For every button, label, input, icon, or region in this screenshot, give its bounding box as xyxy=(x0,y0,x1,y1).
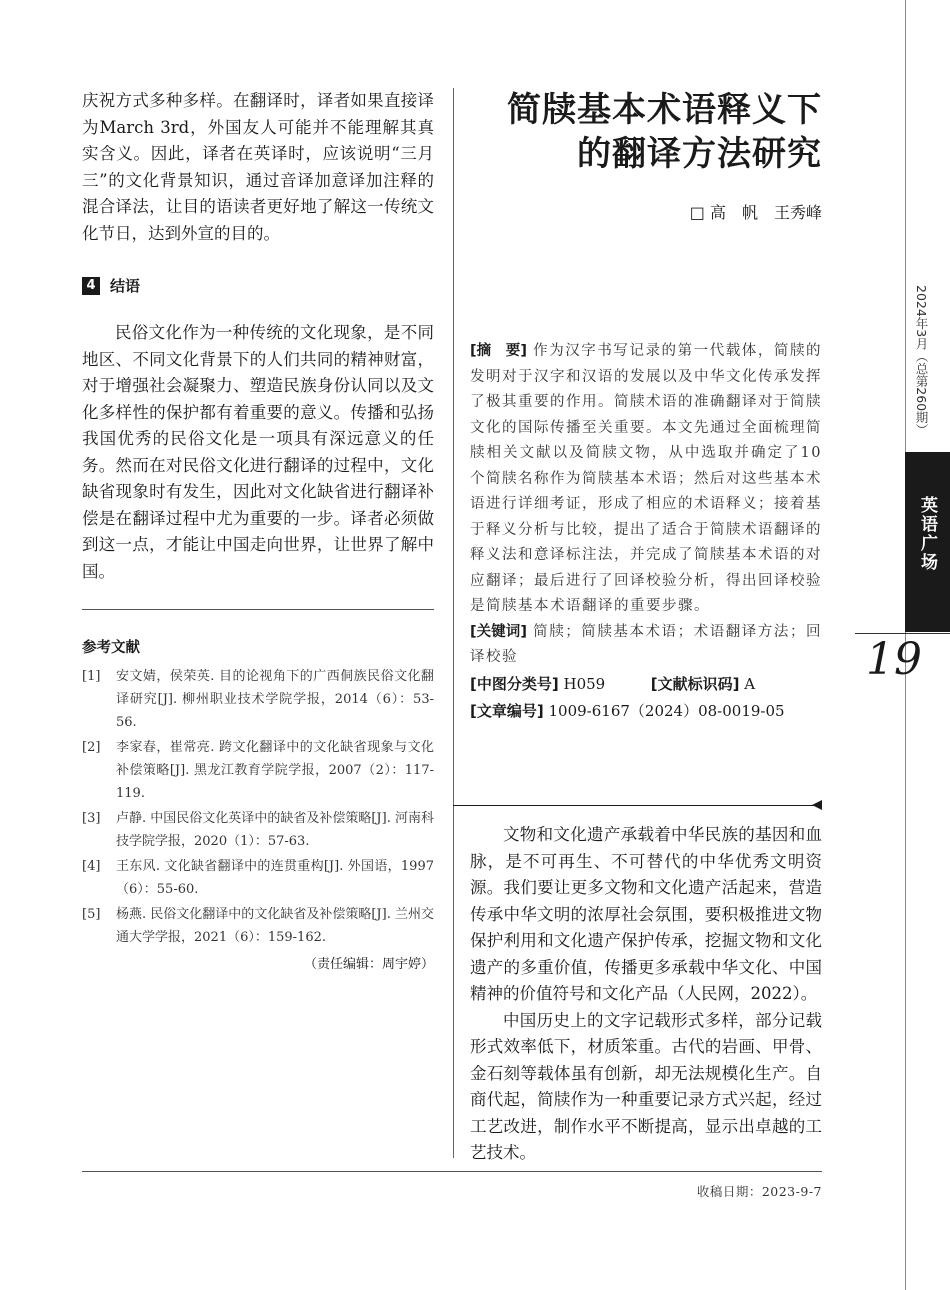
article-no-value: 1009-6167（2024）08-0019-05 xyxy=(548,701,785,720)
reference-number: [4] xyxy=(82,859,101,874)
doc-code-value: A xyxy=(744,674,756,693)
intro-paragraph: 庆祝方式多种多样。在翻译时，译者如果直接译为March 3rd，外国友人可能并不能理解其真实含义。因此，译者在英译时，应该说明“三月三”的文化背景知识，通过音译加意译加注释的混合译法，让目的语读者更好地了解这一传统文化节日，达到外宣的目的。 xyxy=(82,91,434,243)
abstract-divider xyxy=(453,805,822,806)
reference-item xyxy=(82,665,434,734)
left-column xyxy=(82,88,434,972)
triangle-marker-icon xyxy=(812,800,822,810)
article-number-line xyxy=(470,698,822,725)
article-no-label: [文章编号] xyxy=(470,701,544,720)
column-name: 英语广场 xyxy=(917,496,937,572)
page-number: 19 xyxy=(866,634,922,685)
clc-value: H059 xyxy=(563,674,606,693)
reference-list xyxy=(82,665,434,949)
abstract-block xyxy=(470,339,822,725)
section-number: 4 xyxy=(82,277,100,295)
article-title-line2: 的翻译方法研究 xyxy=(577,134,822,174)
abstract-text: 作为汉字书写记录的第一代载体，简牍的发明对于汉字和汉语的发展以及中华文化传承发挥了极其重要的作用。简牍术语的准确翻译对于简牍文化的国际传播至关重要。本文先通过全面梳理简牍相关文献以及简牍文物，从中选取并确定了10个简牍名称作为简牍基本术语；然后对这些基本术语进行详细考证，形成了相应的术语释义；接着基于释义分析与比较，提出了适合于简牍术语翻译的释义法和意译标注法，并完成了简牍基本术语的对应翻译；最后进行了回译校验分析，得出回译校验是简牍基本术语翻译的重要步骤。 xyxy=(470,343,823,614)
right-column xyxy=(470,88,822,725)
responsible-editor: （责任编辑：周宇婷） xyxy=(303,957,434,972)
authors: 高 帆 王秀峰 xyxy=(709,203,822,222)
reference-number: [1] xyxy=(82,669,101,684)
author-line xyxy=(470,200,822,223)
journal-issue-info: 2024年3月（总第260期） xyxy=(914,285,929,437)
keywords-text: 简牍；简牍基本术语；术语翻译方法；回译校验 xyxy=(470,623,823,665)
author-mark: □ xyxy=(689,203,705,222)
classification-line xyxy=(470,671,822,698)
reference-text: 杨燕. 民俗文化翻译中的文化缺省及补偿策略[J]. 兰州交通大学学报，2021（6）：159-162. xyxy=(116,907,434,945)
reference-text: 安文婧，侯荣英. 目的论视角下的广西侗族民俗文化翻译研究[J]. 柳州职业技术学院学报，2014（6）：53-56. xyxy=(116,669,434,730)
column-tab xyxy=(905,452,950,632)
column-divider xyxy=(453,88,454,1158)
reference-number: [3] xyxy=(82,811,101,826)
abstract-label: [摘 要] xyxy=(470,343,527,359)
footer-divider xyxy=(82,1171,822,1172)
reference-number: [2] xyxy=(82,740,101,755)
article-body xyxy=(470,822,822,1167)
clc-label: [中图分类号] xyxy=(470,674,559,693)
reference-item xyxy=(82,855,434,901)
reference-item xyxy=(82,807,434,853)
received-date: 收稿日期：2023-9-7 xyxy=(696,1184,822,1199)
section-heading xyxy=(82,275,434,296)
reference-number: [5] xyxy=(82,907,101,922)
references-title: 参考文献 xyxy=(82,640,140,656)
article-title-line1: 简牍基本术语释义下 xyxy=(507,90,822,130)
keywords-label: [关键词] xyxy=(470,623,527,640)
reference-text: 卢静. 中国民俗文化英译中的缺省及补偿策略[J]. 河南科技学院学报，2020（1）：57-63. xyxy=(116,811,434,849)
section-title: 结语 xyxy=(110,277,141,295)
abstract xyxy=(470,339,822,620)
reference-text: 李家春，崔常亮. 跨文化翻译中的文化缺省现象与文化补偿策略[J]. 黑龙江教育学院学报，2007（2）：117-119. xyxy=(116,740,434,801)
reference-text: 王东风. 文化缺省翻译中的连贯重构[J]. 外国语，1997（6）：55-60. xyxy=(116,859,434,897)
reference-item xyxy=(82,736,434,805)
conclusion-paragraph: 民俗文化作为一种传统的文化现象，是不同地区、不同文化背景下的人们共同的精神财富，对于增强社会凝聚力、塑造民族身份认同以及文化多样性的保护都有着重要的意义。传播和弘扬我国优秀的民俗文化是一项具有深远意义的任务。然而在对民俗文化进行翻译的过程中，文化缺省现象时有发生，因此对文化缺省进行翻译补偿是在翻译过程中尤为重要的一步。译者必须做到这一点，才能让中国走向世界，让世界了解中国。 xyxy=(82,323,434,581)
keywords xyxy=(470,620,822,671)
body-paragraph-1: 文物和文化遗产承载着中华民族的基因和血脉，是不可再生、不可替代的中华优秀文明资源。我们要让更多文物和文化遗产活起来，营造传承中华文明的浓厚社会氛围，要积极推进文物保护利用和文化遗产保护传承，挖掘文物和文化遗产的多重价值，传播更多承载中华文化、中国精神的价值符号和文化产品（人民网，2022）。 xyxy=(470,825,822,1003)
body-paragraph-2: 中国历史上的文字记载形式多样，部分记载形式效率低下，材质笨重。古代的岩画、甲骨、金石刻等载体虽有创新，却无法规模化生产。自商代起，简牍作为一种重要记录方式兴起，经过工艺改进，制作水平不断提高，显示出卓越的工艺技术。 xyxy=(470,1010,822,1162)
reference-item xyxy=(82,903,434,949)
doc-code-label: [文献标识码] xyxy=(650,674,740,693)
references-divider xyxy=(82,609,434,610)
